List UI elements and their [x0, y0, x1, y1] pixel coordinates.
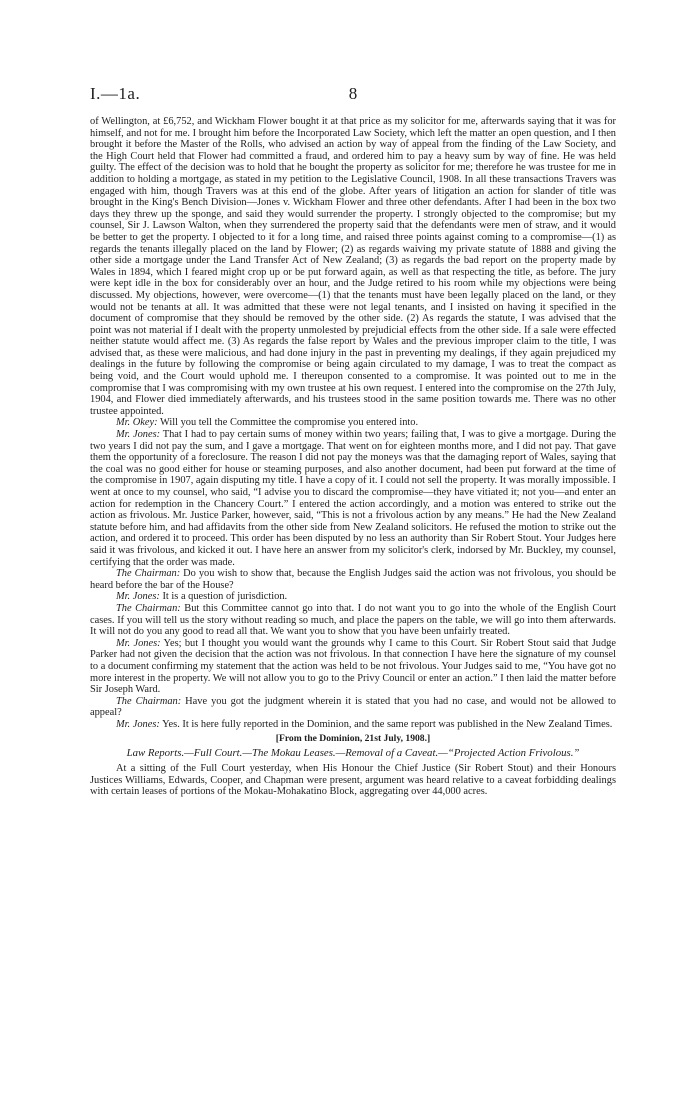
speech-paragraph — [90, 603, 616, 638]
speech-paragraph — [90, 568, 616, 591]
speaker: The Chairman: — [116, 568, 181, 580]
document-body — [90, 116, 616, 798]
speaker: Mr. Jones: — [116, 637, 161, 649]
speech-text: Yes; but I thought you would want the grounds why I came to this Court. Sir Robert Stout said that Judge Parker had not given the decision that the action was not frivolous. In that connection I have here the signature of my counsel to a document confirming my statement that the action was held to be not frivolous. Your Judges said to me, “You have got no more interest in the property. We will not allow you to go to the Privy Council or enter an action.” I then laid the matter before Sir Joseph Ward. — [90, 637, 616, 696]
report-subheading: Law Reports.—Full Court.—The Mokau Leases.—Removal of a Caveat.—“Projected Action Frivolous.” — [126, 747, 580, 760]
speech-text: Have you got the judgment wherein it is stated that you had no case, and would not be allowed to appeal? — [90, 695, 616, 719]
report-paragraph: At a sitting of the Full Court yesterday, when His Honour the Chief Justice (Sir Robert Stout) and their Honours Justices Williams, Edwards, Cooper, and Chapman were present, argument was heard relative to a caveat forbidding dealings with certain leases of portions of the Mokau-Mohakatino Block, aggregating over 44,000 acres. — [90, 763, 616, 798]
speaker: The Chairman: — [116, 695, 182, 707]
speaker: The Chairman: — [116, 602, 181, 614]
speaker: Mr. Jones: — [116, 718, 160, 730]
speech-paragraph — [90, 429, 616, 568]
speech-text: Yes. It is here fully reported in the Dominion, and the same report was published in the New Zealand Times. — [159, 718, 613, 730]
speech-paragraph — [90, 638, 616, 696]
speech-text: But this Committee cannot go into that. I do not want you to go into the whole of the English Court cases. If you will tell us the story without reading so much, and place the papers on the table, we will go into them afterwards. It will not do you any good to read all that. We want you to show that you have been unfairly treated. — [90, 602, 616, 638]
speech-paragraph — [90, 696, 616, 719]
speech-text: That I had to pay certain sums of money within two years; failing that, I was to give a mortgage. During the two years I did not pay the sum, and I gave a mortgage. That went on for eighteen months more, and I did not pay. That gave them the opportunity of a foreclosure. The reason I did not pay the moneys was that the damaging report of Wales, saying that the coal was no good either for house or steaming purposes, and also another document, had been put forward at the time of the compromise in 1907, again disputing my title. I have a copy of it. I could not sell the property. It was morally impossible. I went at once to my counsel, who said, “I advise you to discard the compromise—they have vitiated it; not you—and enter an action for redemption in the Chancery Court.” I entered the action accordingly, and a motion was entered to strike out the action as frivolous. Mr. Justice Parker, however, said, “This is not a frivolous action by any means.” He had the New Zealand statute before him, and had affidavits from the other side from New Zealand solicitors. He refused the motion to strike out the action, and ordered it to proceed. This order has been disputed by no less an authority than Sir Robert Stout. Your Judges here said it was frivolous, and kicked it out. I have here an answer from my solicitor's clerk, indorsed by Mr. Buckley, my counsel, certifying that the order was made. — [90, 429, 616, 568]
page-number: 8 — [348, 84, 358, 103]
speaker: Mr. Okey: — [116, 417, 158, 429]
speaker: Mr. Jones: — [116, 591, 160, 603]
speech-paragraph — [90, 591, 616, 603]
speech-text: It is a question of jurisdiction. — [159, 591, 288, 603]
speech-text: Do you wish to show that, because the English Judges said the action was not frivolous, you should be heard before the bar of the House? — [90, 568, 616, 591]
speech-text: Will you tell the Committee the compromise you entered into. — [157, 417, 419, 429]
speech-paragraph — [90, 417, 616, 429]
page-header — [90, 84, 616, 106]
paragraph: of Wellington, at £6,752, and Wickham Flower bought it at that price as my solicitor for me, afterwards saying that it was for himself, and not for me. I brought him before the Incorporated Law Society, which left the matter an open question, and I then brought it before the Master of the Rolls, who advised an action by way of appeal from the finding of the Law Society, and the High Court held that Flower had committed a fraud, and ordered him to pay a heavy sum by way of fine. He was held guilty. The effect of the decision was to hold that he bought the property as solicitor for me; therefore he was trustee for me in addition to holding a mortgage, as stated in my petition to the Legislative Council, 1908. In all these transactions Travers was engaged with him, though Travers was at this end of the globe. After years of litigation an action for slander of title was brought in the King's Bench Division—Jones v. Wickham Flower and three other defendants. After I had been in the box two days they threw up the sponge, and said they would surrender the property. I strongly objected to the compromise; but my counsel, Sir J. Lawson Walton, when they surrendered the property said that the defendants were men of straw, and it would be better to get the property. I objected to it for a long time, and raised three points against coming to a compromise—(1) as regards the tenants illegally placed on the land by Flower; (2) as regards waiving my private statute of 1888 and giving the other side a mortgage under the Land Transfer Act of New Zealand; (3) as regards the bad report on the property made by Wales in 1894, which I feared might crop up or be put forward again, as well as that respecting the title, as before. The jury were kept idle in the box for considerably over an hour, and the Judge retired to his room while my objections were being discussed. My objections, however, were overcome—(1) that the tenants must have been legally placed on the land, or they would not be tenants at all. It was admitted that these were not legal tenants, and I insisted on having it specified in the document of compromise that they should be removed by the other side. (2) As regards the statute, I was advised that the point was not material if I dealt with the property unmolested by prejudicial effects from the other side. If a sale were effected neither statute would affect me. (3) As regards the false report by Wales and the previous improper claim to the title, I was advised that, as these were malicious, and had done injury in the past in preventing my dealings, if they again prejudiced my dealings in the future by following the compromise or being again circulated to my damage, I was to treat the compact as being void, and the Court would uphold me. I thereupon consented to a compromise. It was pointed out to me in the compromise that I was compromising with my own trustee at his own request. I entered into the compromise on the 27th July, 1904, and Flower died immediately afterwards, and his trustees stood in the same position towards me. There was no other trustee appointed. — [90, 116, 616, 417]
speech-paragraph — [90, 719, 616, 731]
speaker: Mr. Jones: — [116, 429, 161, 441]
document-reference: I.—1a. — [90, 84, 141, 103]
source-note: [From the Dominion, 21st July, 1908.] — [275, 733, 431, 745]
